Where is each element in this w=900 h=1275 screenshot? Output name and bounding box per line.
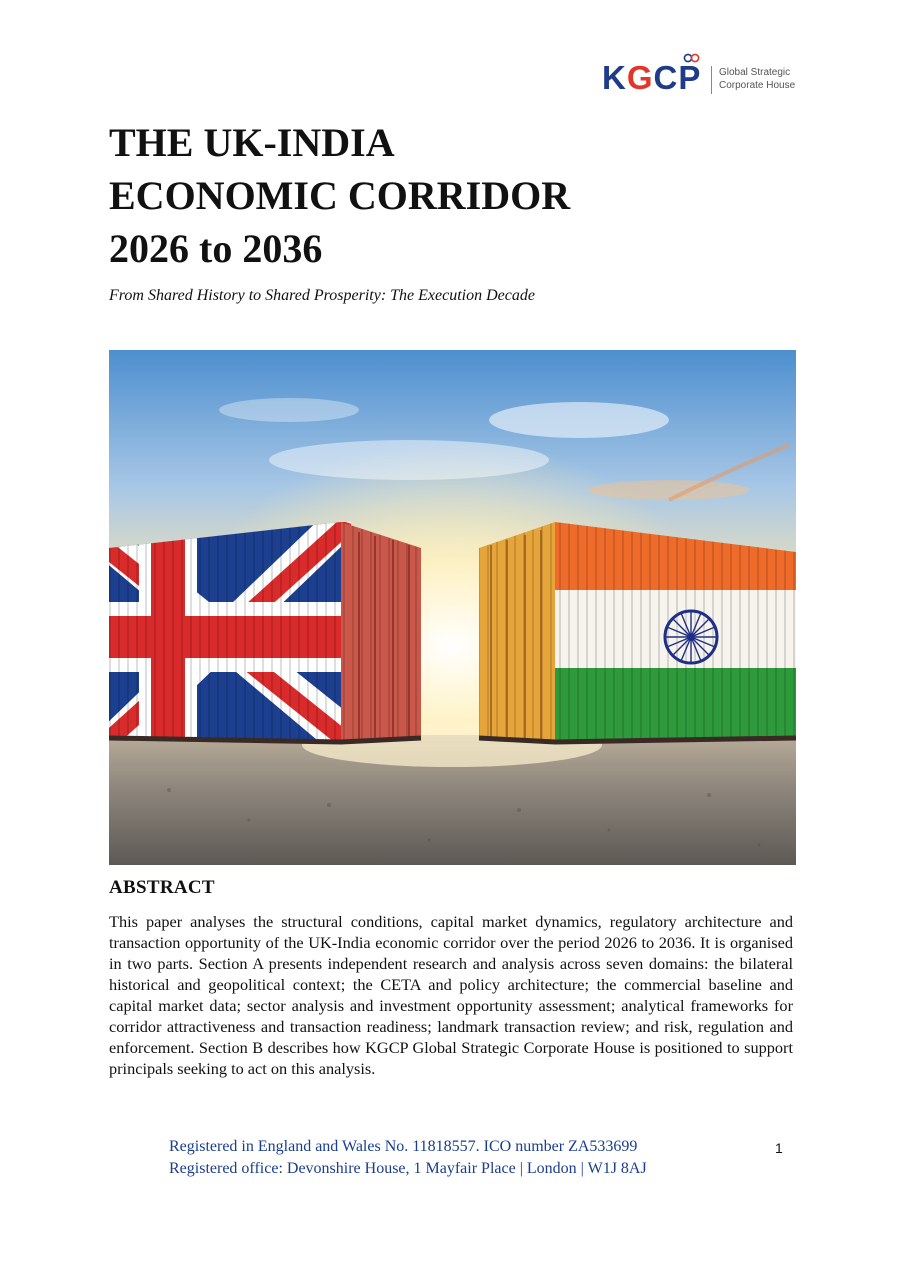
abstract-heading: ABSTRACT xyxy=(109,877,215,898)
logo-tagline-line1: Global Strategic xyxy=(719,67,791,78)
page-number: 1 xyxy=(775,1140,783,1156)
logo-divider xyxy=(711,66,712,94)
logo-letter-k: K xyxy=(602,59,627,96)
logo-letter-p: P xyxy=(678,59,702,96)
document-subtitle: From Shared History to Shared Prosperity: The Execution Decade xyxy=(109,287,535,304)
logo-wordmark xyxy=(602,60,701,96)
title-line-1: THE UK-INDIA xyxy=(109,120,395,165)
cover-image-illustration xyxy=(109,350,796,865)
page-footer xyxy=(169,1136,749,1180)
cover-image xyxy=(109,350,796,865)
footer-address: Registered office: Devonshire House, 1 Mayfair Place | London | W1J 8AJ xyxy=(169,1160,647,1177)
title-line-3: 2026 to 2036 xyxy=(109,226,323,271)
logo-letter-c: C xyxy=(653,59,679,96)
title-line-2: ECONOMIC CORRIDOR xyxy=(109,173,571,218)
company-logo xyxy=(602,56,802,100)
logo-tagline xyxy=(719,66,809,92)
abstract-body: This paper analyses the structural conditions, capital market dynamics, regulatory architecture and transaction opportunity of the UK-India economic corridor over the period 2026 to 2036. It is organised in two parts. Section A presents independent research and analysis across seven domains: the bilateral historical and geopolitical context; the CETA and policy architecture; the commercial baseline and capital market data; sector analysis and investment opportunity assessment; analytical frameworks for corridor attractiveness and transaction readiness; landmark transaction review; and risk, regulation and enforcement. Section B describes how KGCP Global Strategic Corporate House is positioned to support principals seeking to act on this analysis. xyxy=(109,912,793,1078)
logo-rings-icon xyxy=(682,53,702,63)
footer-registration: Registered in England and Wales No. 11818557. ICO number ZA533699 xyxy=(169,1138,638,1155)
document-title xyxy=(109,116,809,275)
logo-tagline-line2: Corporate House xyxy=(719,80,796,91)
logo-letter-g: G xyxy=(626,59,654,96)
